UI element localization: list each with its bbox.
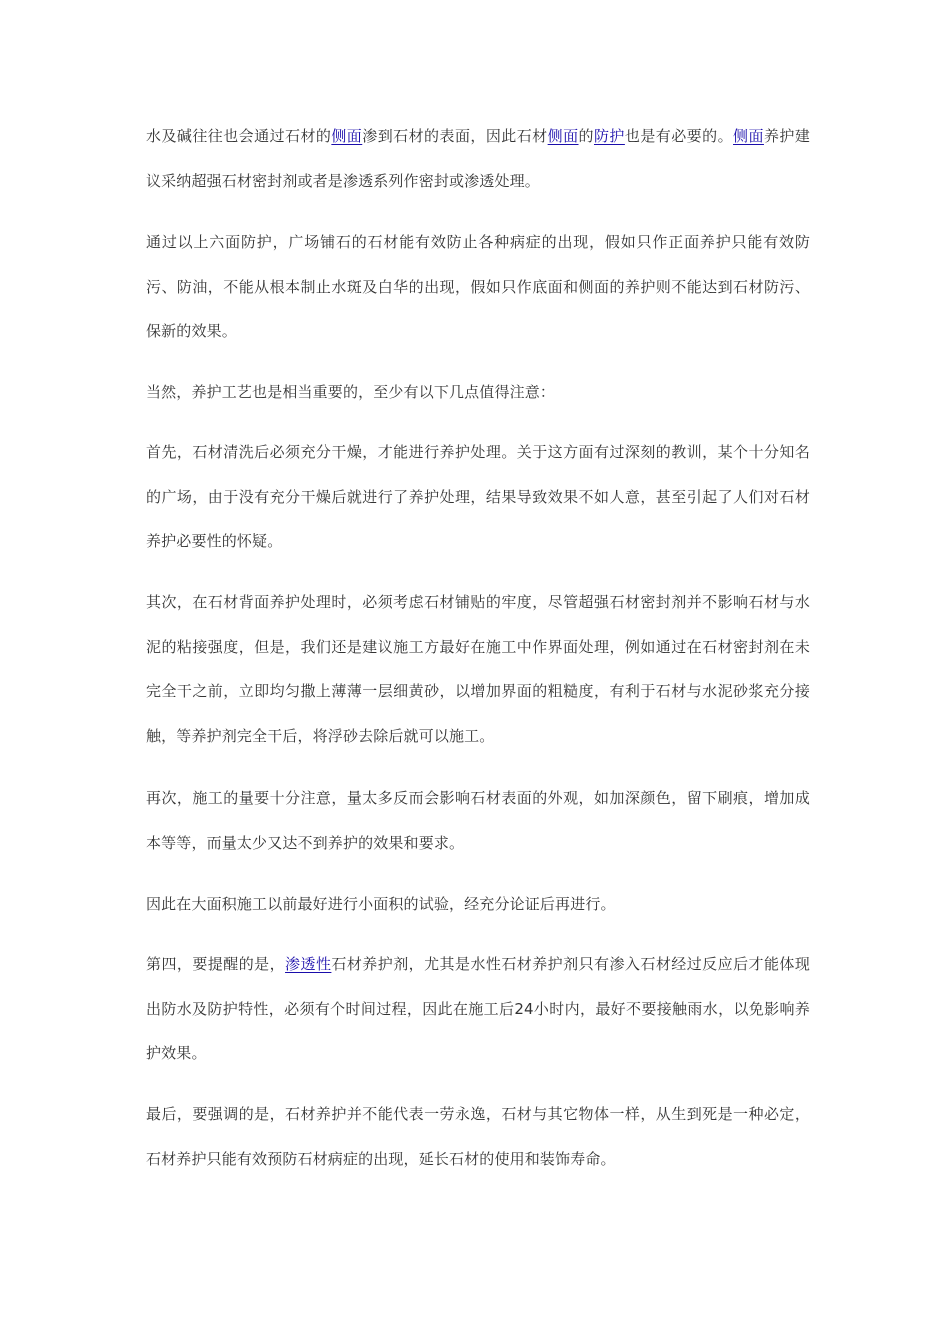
paragraph-side-protection bbox=[146, 114, 810, 203]
inline-link[interactable]: 防护 bbox=[593, 127, 625, 145]
paragraph-fourth-point bbox=[146, 942, 810, 1076]
text-segment: 养护建议采纳超强石材密封剂或者是渗透系列作密封或渗透处理。 bbox=[146, 127, 810, 190]
paragraph-third-point bbox=[146, 776, 810, 865]
text-segment: 小时内，最好不要接触雨水，以免影响养护效果。 bbox=[146, 999, 810, 1063]
text-segment: 的 bbox=[578, 127, 594, 145]
number-text: 24 bbox=[514, 999, 534, 1018]
paragraph-process-intro bbox=[146, 370, 810, 415]
text-segment: 石材养护剂，尤其是水性石材养护剂只有渗入石材经过反应后才能体现出防水及防护特性，必须有个时间过程，因此在施工后 bbox=[146, 955, 811, 1018]
text-segment: 也是有必要的。 bbox=[624, 127, 734, 145]
text-segment: 渗到石材的表面，因此石材 bbox=[362, 127, 548, 145]
paragraph-first-point bbox=[146, 430, 810, 564]
text-segment: 再次，施工的量要十分注意，量太多反而会影响石材表面的外观，如加深颜色，留下刷痕，增加成本等等，而量太少又达不到养护的效果和要求。 bbox=[146, 789, 810, 852]
text-segment: 其次，在石材背面养护处理时，必须考虑石材铺贴的牢度，尽管超强石材密封剂并不影响石材与水泥的粘接强度，但是，我们还是建议施工方最好在施工中作界面处理，例如通过在石材密封剂在未完全干之前，立即均匀撒上薄薄一层细黄砂，以增加界面的粗糙度，有利于石材与水泥砂浆充分接触，等养护剂完全干后，将浮砂去除后就可以施工。 bbox=[146, 593, 810, 746]
text-segment: 当然，养护工艺也是相当重要的，至少有以下几点值得注意： bbox=[146, 383, 556, 401]
text-segment: 第四，要提醒的是， bbox=[146, 955, 286, 973]
paragraph-final-point bbox=[146, 1092, 810, 1181]
text-segment: 因此在大面积施工以前最好进行小面积的试验，经充分论证后再进行。 bbox=[146, 895, 616, 913]
text-segment: 首先，石材清洗后必须充分干燥，才能进行养护处理。关于这方面有过深刻的教训，某个十分知名的广场，由于没有充分干燥后就进行了养护处理，结果导致效果不如人意，甚至引起了人们对石材养护必要性的怀疑。 bbox=[146, 443, 810, 551]
paragraph-second-point bbox=[146, 580, 810, 759]
inline-link[interactable]: 渗透性 bbox=[285, 955, 332, 973]
inline-link[interactable]: 侧面 bbox=[733, 127, 764, 145]
inline-link[interactable]: 侧面 bbox=[331, 127, 363, 145]
paragraph-six-side-protection bbox=[146, 220, 810, 354]
inline-link[interactable]: 侧面 bbox=[547, 127, 579, 145]
text-segment: 最后，要强调的是，石材养护并不能代表一劳永逸，石材与其它物体一样，从生到死是一种必定，石材养护只能有效预防石材病症的出现，延长石材的使用和装饰寿命。 bbox=[146, 1105, 810, 1168]
text-segment: 通过以上六面防护，广场铺石的石材能有效防止各种病症的出现，假如只作正面养护只能有效防污、防油，不能从根本制止水斑及白华的出现，假如只作底面和侧面的养护则不能达到石材防污、保新的效果。 bbox=[146, 233, 810, 341]
text-segment: 水及碱往往也会通过石材的 bbox=[146, 127, 332, 145]
paragraph-small-area-test bbox=[146, 882, 810, 927]
